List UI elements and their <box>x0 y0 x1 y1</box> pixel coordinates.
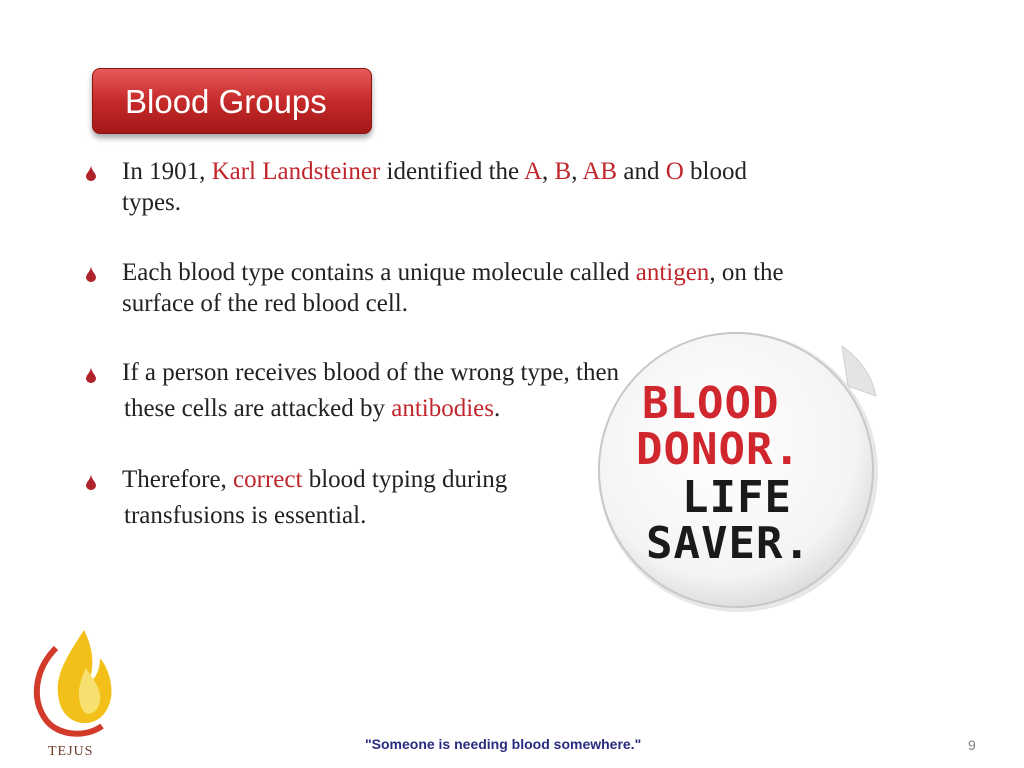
highlighted-term: antigen <box>635 259 710 286</box>
text-segment: identified the <box>380 158 524 185</box>
text-segment: , on the <box>709 259 784 286</box>
text-segment: surface of the red blood cell. <box>122 290 408 317</box>
badge-line-blood: BLOOD <box>642 378 780 429</box>
blood-drop-bullet-icon <box>86 165 96 181</box>
blood-drop-bullet-icon <box>86 266 96 282</box>
badge-line-donor: DONOR. <box>636 424 801 475</box>
footer-quote: "Someone is needing blood somewhere." <box>365 736 642 752</box>
logo-text: TEJUS <box>48 744 94 759</box>
text-segment: Each blood type contains a unique molecule called <box>122 259 636 286</box>
blood-drop-bullet-icon <box>86 474 96 490</box>
text-segment: In 1901, <box>122 158 212 185</box>
highlighted-term: AB <box>582 158 618 185</box>
highlighted-term: A <box>523 158 543 185</box>
highlighted-term: antibodies <box>391 395 494 422</box>
highlighted-term: B <box>554 158 572 185</box>
text-segment: transfusions is essential. <box>124 502 367 529</box>
bullet-line <box>122 391 619 427</box>
bullet-line <box>122 257 784 288</box>
text-segment: blood typing during <box>302 466 508 493</box>
badge-line-life: LIFE <box>682 472 792 523</box>
bullet-text <box>122 257 784 319</box>
text-segment: blood <box>683 158 747 185</box>
bullet-line <box>122 288 784 319</box>
highlighted-term: Karl Landsteiner <box>211 158 381 185</box>
page-number: 9 <box>968 737 976 753</box>
text-segment: types. <box>122 189 182 216</box>
highlighted-term: correct <box>233 466 303 493</box>
blood-donor-badge <box>590 326 882 616</box>
badge-line-saver: SAVER. <box>646 518 811 569</box>
text-segment: , <box>571 158 583 185</box>
text-segment: these cells are attacked by <box>124 395 392 422</box>
text-segment: . <box>494 395 501 422</box>
blood-drop-bullet-icon <box>86 367 96 383</box>
bullet-line <box>122 187 747 218</box>
bullet-text <box>122 462 507 534</box>
flame-logo-icon <box>26 628 130 748</box>
slide-title: Blood Groups <box>125 83 327 120</box>
bullet-line <box>122 156 747 187</box>
text-segment: , <box>542 158 555 185</box>
bullet-text <box>122 156 747 218</box>
text-segment: Therefore, <box>122 466 234 493</box>
text-segment: and <box>617 158 666 185</box>
highlighted-term: O <box>665 158 684 185</box>
bullet-line <box>122 462 507 498</box>
bullet-text <box>122 355 619 427</box>
bullet-line <box>122 355 619 391</box>
text-segment: If a person receives blood of the wrong type, then <box>122 359 620 386</box>
bullet-line <box>122 498 507 534</box>
title-banner <box>92 68 372 134</box>
